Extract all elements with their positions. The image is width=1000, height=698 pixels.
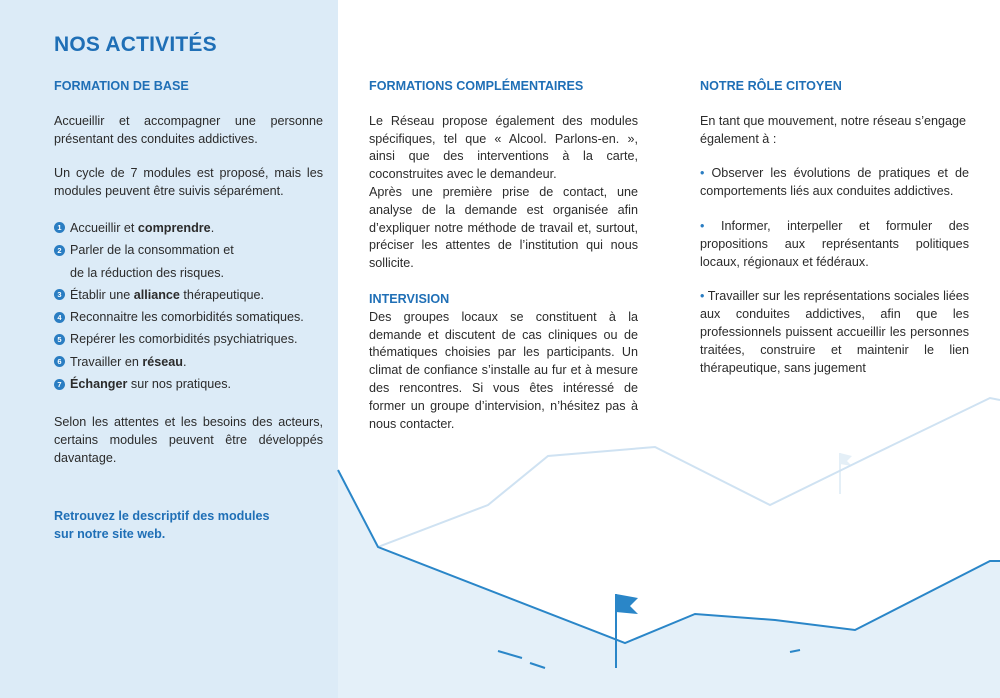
bullet-icon: • [700, 218, 705, 233]
section-heading-formations-complementaires: FORMATIONS COMPLÉMENTAIRES [369, 79, 584, 93]
module-item: 3 Établir une alliance thérapeutique. [54, 284, 323, 306]
number-badge: 6 [54, 356, 65, 367]
paragraph: Le Réseau propose également des modules spécifiques, tel que « Alcool. Parlons-en. », ainsi que des interventions à la carte, coconstruites avec le demandeur. [369, 113, 638, 182]
bullet-icon: • [700, 289, 705, 304]
module-item: 5 Repérer les comorbidités psychiatriques. [54, 328, 323, 350]
bullet-item: • Observer les évolutions de pratiques et de comportements liés aux conduites addictives. [700, 166, 969, 199]
module-item-continuation: de la réduction des risques. [70, 265, 225, 280]
right-column [700, 78, 969, 377]
section-heading-formation-de-base: FORMATION DE BASE [54, 79, 189, 93]
page-title: NOS ACTIVITÉS [54, 33, 217, 56]
bullet-icon: • [700, 166, 705, 181]
left-column [54, 78, 323, 543]
number-badge: 3 [54, 289, 65, 300]
middle-column [369, 78, 638, 433]
number-badge: 4 [54, 312, 65, 323]
module-item: 1 Accueillir et comprendre. [54, 217, 323, 239]
module-item: 7 Échanger sur nos pratiques. [54, 373, 323, 395]
paragraph: En tant que mouvement, notre réseau s’engage également à : [700, 113, 967, 146]
paragraph: Accueillir et accompagner une personne présentant des conduites addictives. [54, 113, 323, 146]
module-item: 6 Travailler en réseau. [54, 351, 323, 373]
modules-list [54, 217, 323, 395]
mountain-fill [338, 470, 1000, 698]
module-item: 4 Reconnaitre les comorbidités somatiques. [54, 306, 323, 328]
paragraph: Selon les attentes et les besoins des acteurs, certains modules peuvent être développés davantage. [54, 415, 323, 465]
faded-flag-icon [840, 453, 852, 494]
bullet-item: • Informer, interpeller et formuler des propositions aux représentants politiques locaux, régionaux et fédéraux. [700, 218, 969, 269]
number-badge: 1 [54, 222, 65, 233]
section-heading-notre-role-citoyen: NOTRE RÔLE CITOYEN [700, 79, 842, 93]
module-item: 2 Parler de la consommation et [54, 239, 323, 261]
paragraph: Après une première prise de contact, une analyse de la demande est organisée afin d’expliquer notre méthode de travail et, surtout, préciser les attentes de l’institution qui nous sollicite. [369, 184, 638, 271]
paragraph: Des groupes locaux se constituent à la demande et discutent de cas cliniques ou de thématiques choisies par les participants. Un climat de confiance s’installe au fur et à mesure des rencontres. Si vous êtes intéressé de former un groupe d’intervision, n’hésitez pas à nous contacter. [369, 309, 638, 431]
section-heading-intervision: INTERVISION [369, 291, 450, 306]
website-callout[interactable]: Retrouvez le descriptif des modules sur notre site web. [54, 508, 270, 541]
number-badge: 2 [54, 245, 65, 256]
number-badge: 5 [54, 334, 65, 345]
bullet-item: • Travailler sur les représentations sociales liées aux conduites addictives, afin que les professionnels puissent accueillir les personnes traitées, construire et maintenir le lien thérapeutique, sans jugement [700, 289, 969, 375]
number-badge: 7 [54, 379, 65, 390]
paragraph: Un cycle de 7 modules est proposé, mais les modules peuvent être suivis séparément. [54, 166, 323, 199]
